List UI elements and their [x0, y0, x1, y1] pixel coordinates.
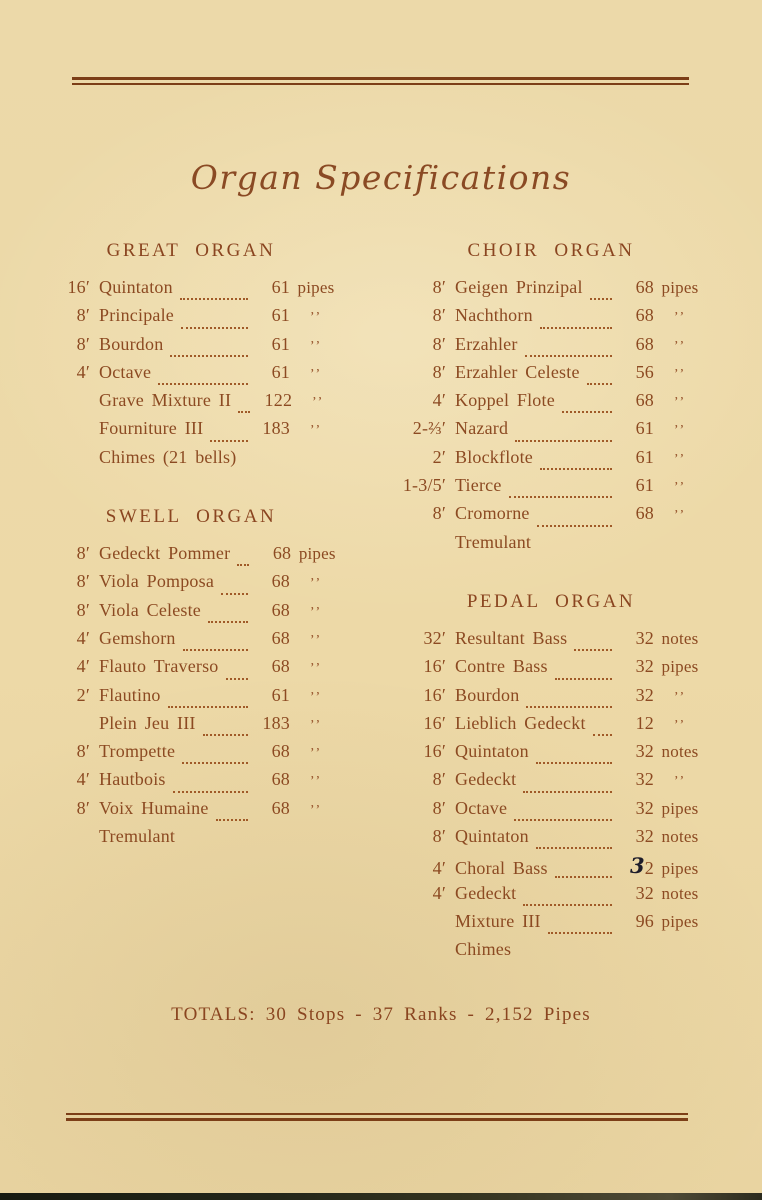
stop-row — [396, 939, 706, 967]
stop-name: Blockflote — [455, 446, 533, 467]
pipe-count: 68 — [635, 305, 654, 326]
count-unit: ’’ — [309, 774, 323, 790]
pipe-count: 32 — [635, 797, 654, 818]
stop-pitch: 2′ — [432, 446, 446, 467]
stop-row — [40, 305, 342, 333]
leader-dots — [526, 706, 612, 708]
pipe-count: 32 — [635, 627, 654, 648]
stop-pitch: 16′ — [67, 277, 90, 297]
stop-pitch: 4′ — [76, 627, 90, 648]
stop-row — [396, 741, 706, 769]
stop-pitch: 4′ — [432, 882, 446, 903]
stop-row — [396, 713, 706, 741]
pipe-count: 61 — [271, 305, 290, 326]
stop-name: Lieblich Gedeckt — [455, 712, 586, 733]
pipe-count: 61 — [635, 446, 654, 467]
stop-row — [396, 883, 706, 911]
stop-name: Quintaton — [455, 741, 529, 762]
stop-pitch: 8′ — [432, 797, 446, 818]
pipe-count: 183 — [262, 712, 290, 733]
count-unit: ’’ — [309, 604, 323, 620]
stop-row — [40, 362, 342, 390]
leader-dots — [221, 593, 248, 595]
count-unit: ’’ — [309, 366, 323, 382]
stop-row — [40, 826, 342, 854]
count-unit: notes — [661, 883, 699, 903]
stop-name: Chimes (21 bells) — [99, 446, 237, 467]
count-unit: ’’ — [309, 632, 323, 648]
leader-dots — [208, 621, 248, 623]
pipe-count: 32 — [635, 769, 654, 790]
pipe-count: 61 — [635, 475, 654, 496]
leader-dots — [574, 649, 612, 651]
leader-dots — [523, 904, 612, 906]
stop-name: Quintaton — [99, 277, 173, 297]
count-unit: pipes — [297, 278, 335, 297]
count-unit: ’’ — [309, 661, 323, 677]
count-unit: ’’ — [673, 395, 687, 411]
count-unit: ’’ — [673, 310, 687, 326]
stop-name: Principale — [99, 305, 174, 326]
stop-name: Mixture III — [455, 910, 541, 931]
top-double-rule — [72, 77, 689, 85]
pipe-count: 68 — [635, 277, 654, 297]
stop-list — [40, 277, 342, 475]
stop-name: Viola Celeste — [99, 599, 201, 620]
stop-row — [40, 571, 342, 599]
leader-dots — [587, 383, 612, 385]
stop-row — [40, 277, 342, 305]
stop-pitch: 8′ — [432, 826, 446, 847]
count-unit: ’’ — [673, 423, 687, 439]
pipe-count: 32 — [629, 853, 654, 879]
stop-row — [396, 769, 706, 797]
leader-dots — [226, 678, 248, 680]
pipe-count: 56 — [635, 361, 654, 382]
stop-name: Koppel Flote — [455, 390, 555, 411]
stop-name: Geigen Prinzipal — [455, 277, 583, 297]
stop-name: Bourdon — [99, 333, 164, 354]
stop-list — [396, 277, 706, 560]
stop-row — [396, 656, 706, 684]
count-unit: notes — [661, 742, 699, 762]
pipe-count: 61 — [271, 684, 290, 705]
stop-pitch: 8′ — [76, 797, 90, 818]
organ-section — [40, 506, 342, 854]
count-unit: ’’ — [309, 576, 323, 592]
stop-name: Cromorne — [455, 503, 530, 524]
leader-dots — [180, 298, 248, 300]
stop-name: Tierce — [455, 475, 502, 496]
stop-pitch: 8′ — [76, 543, 90, 564]
count-unit: notes — [661, 628, 699, 648]
stop-name: Octave — [455, 797, 508, 818]
pipe-count: 68 — [271, 741, 290, 762]
stop-row — [40, 741, 342, 769]
stop-pitch: 8′ — [76, 571, 90, 592]
stop-name: Flautino — [99, 684, 161, 705]
pipe-count: 183 — [262, 418, 290, 439]
stop-name: Tremulant — [455, 531, 532, 552]
pipe-count: 61 — [635, 418, 654, 439]
leader-dots — [514, 819, 612, 821]
leader-dots — [555, 678, 612, 680]
leader-dots — [536, 847, 612, 849]
stop-row — [396, 390, 706, 418]
stop-name: Grave Mixture II — [99, 390, 232, 411]
count-unit: ’’ — [312, 395, 325, 411]
stop-pitch: 8′ — [76, 333, 90, 354]
stop-name: Flauto Traverso — [99, 656, 219, 677]
organ-section — [396, 591, 706, 968]
stop-row — [396, 277, 706, 305]
leader-dots — [183, 649, 248, 651]
leader-dots — [509, 496, 612, 498]
stop-name: Quintaton — [455, 826, 529, 847]
stop-pitch: 8′ — [432, 305, 446, 326]
stop-name: Gedeckt Pommer — [99, 543, 231, 564]
leader-dots — [540, 327, 612, 329]
stop-pitch: 32′ — [423, 627, 446, 648]
handwritten-correction: 3 — [629, 853, 645, 879]
organ-section — [40, 240, 342, 475]
stop-row — [40, 628, 342, 656]
stop-name: Erzahler — [455, 333, 518, 354]
leader-dots — [555, 876, 612, 878]
pipe-count: 68 — [271, 656, 290, 677]
bottom-double-rule — [66, 1113, 688, 1121]
leader-dots — [540, 468, 612, 470]
stop-pitch: 2′ — [76, 684, 90, 705]
leader-dots — [210, 440, 248, 442]
section-heading: PEDAL ORGAN — [466, 590, 636, 612]
stop-row — [40, 685, 342, 713]
stop-name: Trompette — [99, 741, 176, 762]
stop-pitch: 8′ — [432, 769, 446, 790]
section-heading: SWELL ORGAN — [105, 506, 277, 528]
section-heading: GREAT ORGAN — [106, 240, 276, 261]
count-unit: ’’ — [309, 689, 323, 705]
leader-dots — [158, 383, 248, 385]
stop-row — [40, 656, 342, 684]
leader-dots — [170, 355, 248, 357]
leader-dots — [173, 791, 248, 793]
leader-dots — [523, 791, 612, 793]
count-unit: ’’ — [309, 746, 323, 762]
stop-name: Hautbois — [99, 769, 166, 790]
count-unit: pipes — [661, 859, 699, 879]
stop-row — [40, 418, 342, 446]
pipe-count: 61 — [271, 277, 290, 297]
stop-name: Tremulant — [99, 826, 176, 847]
count-unit: ’’ — [309, 310, 323, 326]
count-unit: ’’ — [309, 423, 323, 439]
stop-name: Erzahler Celeste — [455, 361, 580, 382]
organ-section — [396, 240, 706, 560]
stop-row — [396, 334, 706, 362]
leader-dots — [238, 411, 250, 413]
leader-dots — [168, 706, 248, 708]
pipe-count: 68 — [271, 571, 290, 592]
stop-name: Octave — [99, 361, 152, 382]
totals-line: TOTALS: 30 Stops - 37 Ranks - 2,152 Pipes — [171, 1004, 591, 1025]
stop-name: Chimes — [455, 939, 512, 960]
count-unit: ’’ — [673, 338, 687, 354]
stop-row — [40, 600, 342, 628]
pipe-count: 68 — [635, 503, 654, 524]
stop-row — [40, 334, 342, 362]
pipe-count: 122 — [264, 390, 293, 411]
pipe-count: 68 — [635, 333, 654, 354]
count-unit: pipes — [661, 278, 699, 297]
count-unit: pipes — [661, 911, 699, 931]
stop-row — [396, 447, 706, 475]
stop-row — [396, 685, 706, 713]
count-unit: ’’ — [673, 689, 687, 705]
pipe-count: 68 — [635, 390, 654, 411]
stop-row — [40, 713, 342, 741]
stop-name: Nazard — [455, 418, 509, 439]
leader-dots — [203, 734, 248, 736]
pipe-count: 61 — [271, 333, 290, 354]
leader-dots — [536, 762, 612, 764]
stop-pitch: 4′ — [432, 390, 446, 411]
stop-pitch: 8′ — [432, 361, 446, 382]
pipe-count: 12 — [635, 712, 654, 733]
count-unit: ’’ — [673, 774, 687, 790]
pipe-count: 68 — [271, 599, 290, 620]
stop-pitch: 2-⅔′ — [412, 418, 446, 439]
stop-row — [40, 798, 342, 826]
leader-dots — [590, 298, 612, 300]
leader-dots — [525, 355, 612, 357]
leader-dots — [216, 819, 248, 821]
count-unit: pipes — [661, 798, 699, 818]
count-unit: ’’ — [673, 480, 687, 496]
stop-name: Viola Pomposa — [99, 571, 215, 592]
pipe-count: 68 — [271, 769, 290, 790]
stop-pitch: 8′ — [432, 333, 446, 354]
count-unit: ’’ — [673, 451, 687, 467]
leader-dots — [181, 327, 248, 329]
stop-pitch: 8′ — [76, 305, 90, 326]
pipe-count: 68 — [271, 797, 290, 818]
stop-pitch: 4′ — [76, 361, 90, 382]
stop-list — [396, 628, 706, 968]
stop-row — [396, 362, 706, 390]
pipe-count: 32 — [635, 656, 654, 677]
stop-list — [40, 543, 342, 854]
stop-pitch: 16′ — [423, 684, 446, 705]
stop-row — [40, 447, 342, 475]
stop-row — [40, 769, 342, 797]
stop-row — [396, 826, 706, 854]
stop-name: Contre Bass — [455, 656, 548, 677]
stop-pitch: 4′ — [432, 858, 446, 879]
pipe-count: 68 — [271, 627, 290, 648]
stop-row — [396, 305, 706, 333]
stop-row — [396, 628, 706, 656]
stop-row — [396, 798, 706, 826]
stop-row — [396, 475, 706, 503]
leader-dots — [593, 734, 612, 736]
stop-pitch: 8′ — [76, 599, 90, 620]
stop-pitch: 16′ — [423, 656, 446, 677]
stop-row — [40, 543, 342, 571]
stop-name: Gemshorn — [99, 627, 176, 648]
pipe-count: 32 — [635, 741, 654, 762]
count-unit: ’’ — [673, 366, 687, 382]
stop-row — [396, 854, 706, 882]
stop-name: Nachthorn — [455, 305, 533, 326]
stop-row — [396, 532, 706, 560]
count-unit: ’’ — [309, 338, 323, 354]
stop-pitch: 4′ — [76, 656, 90, 677]
pipe-count: 32 — [635, 826, 654, 847]
leader-dots — [548, 932, 612, 934]
stop-pitch: 1-3/5′ — [402, 475, 446, 496]
right-column — [396, 240, 706, 968]
stop-pitch: 16′ — [423, 741, 446, 762]
pipe-count: 61 — [271, 361, 290, 382]
stop-row — [396, 503, 706, 531]
count-unit: ’’ — [309, 802, 323, 818]
leader-dots — [537, 525, 612, 527]
leader-dots — [515, 440, 612, 442]
stop-pitch: 4′ — [76, 769, 90, 790]
count-unit: pipes — [661, 657, 699, 677]
pipe-count: 32 — [635, 684, 654, 705]
stop-name: Plein Jeu III — [99, 712, 196, 733]
stop-pitch: 16′ — [423, 712, 446, 733]
count-unit: ’’ — [673, 717, 687, 733]
stop-name: Gedeckt — [455, 882, 517, 903]
stop-name: Resultant Bass — [455, 627, 568, 648]
stop-pitch: 8′ — [432, 503, 446, 524]
stop-name: Fourniture III — [99, 418, 204, 439]
stop-pitch: 8′ — [432, 277, 446, 297]
section-heading: CHOIR ORGAN — [467, 240, 635, 261]
pipe-count: 96 — [635, 910, 654, 931]
pipe-count: 32 — [635, 882, 654, 903]
pipe-count: 68 — [272, 543, 292, 564]
leader-dots — [237, 564, 249, 566]
leader-dots — [182, 762, 248, 764]
stop-row — [396, 418, 706, 446]
stop-row — [396, 911, 706, 939]
scanner-edge-shadow — [0, 1193, 762, 1200]
page-title: Organ Specifications — [190, 158, 572, 197]
count-unit: notes — [661, 827, 699, 847]
stop-name: Voix Humaine — [99, 797, 209, 818]
count-unit: ’’ — [673, 508, 687, 524]
count-unit: pipes — [298, 544, 336, 564]
stop-pitch: 8′ — [76, 741, 90, 762]
left-column — [40, 240, 342, 854]
stop-name: Gedeckt — [455, 769, 517, 790]
stop-name: Choral Bass — [455, 858, 548, 879]
stop-row — [40, 390, 342, 418]
leader-dots — [562, 411, 612, 413]
count-unit: ’’ — [309, 717, 323, 733]
stop-name: Bourdon — [455, 684, 520, 705]
